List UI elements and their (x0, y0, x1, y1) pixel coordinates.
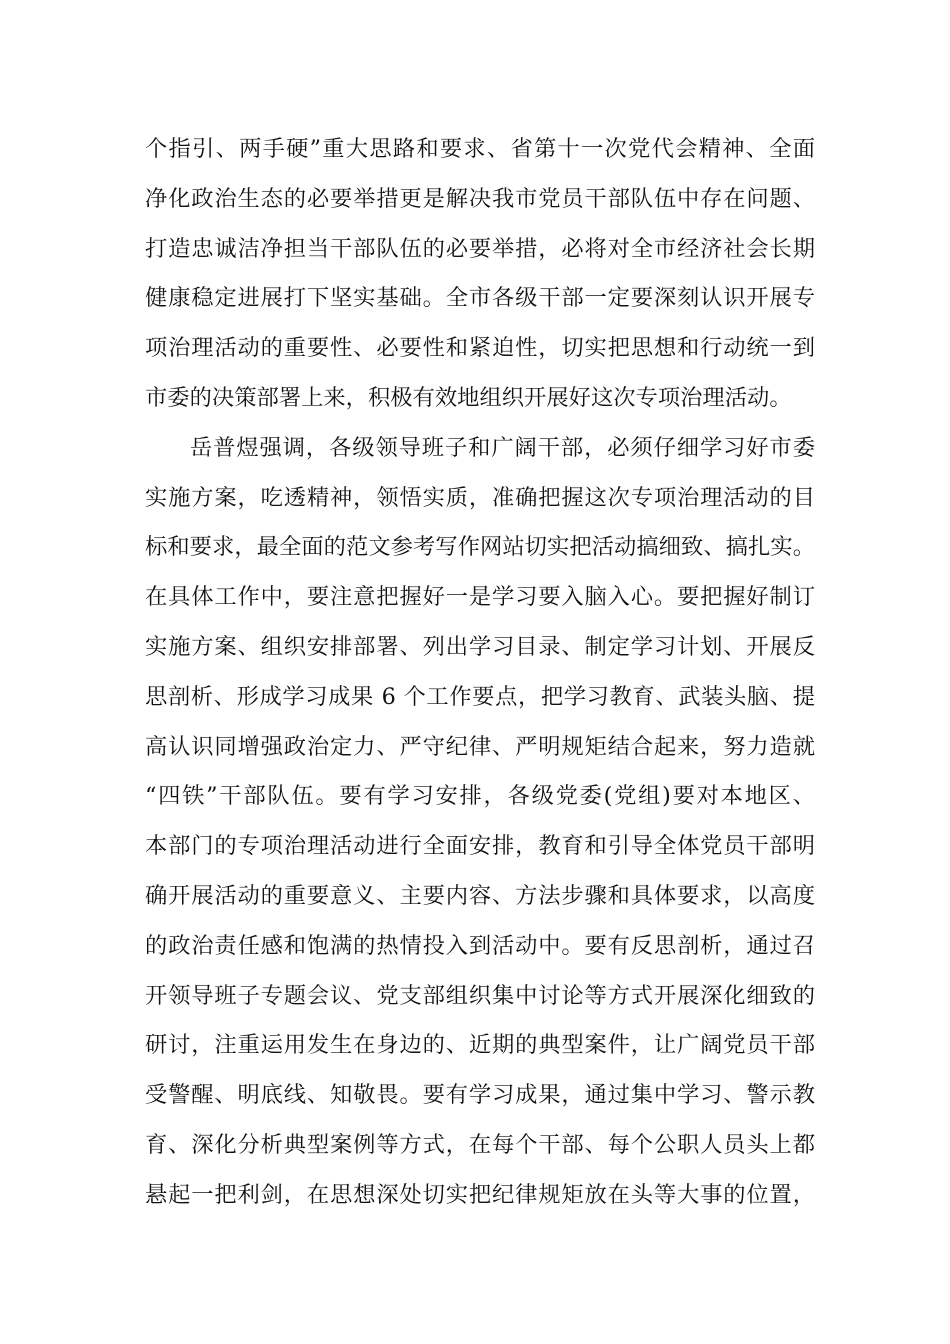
text-line: 的政治责任感和饱满的热情投入到活动中。要有反思剖析，通过召 (145, 932, 815, 959)
body-text (145, 125, 815, 1221)
text-line: 开领导班子专题会议、党支部组织集中讨论等方式开展深化细致的 (145, 982, 815, 1009)
text-line: 在具体工作中，要注意把握好一是学习要入脑入心。要把握好制订 (145, 584, 815, 611)
text-line: 打造忠诚洁净担当干部队伍的必要举措，必将对全市经济社会长期 (145, 235, 815, 262)
text-line: 受警醒、明底线、知敬畏。要有学习成果，通过集中学习、警示教 (145, 1082, 815, 1109)
text-line: 实施方案，吃透精神，领悟实质，准确把握这次专项治理活动的目 (145, 484, 815, 511)
text-line: 项治理活动的重要性、必要性和紧迫性，切实把思想和行动统一到 (145, 335, 815, 362)
text-line-paragraph-start: 岳普煜强调，各级领导班子和广阔干部，必须仔细学习好市委 (190, 434, 815, 461)
text-line: 标和要求，最全面的范文参考写作网站切实把活动搞细致、搞扎实。 (145, 534, 815, 561)
text-line: “四铁”干部队伍。要有学习安排，各级党委(党组)要对本地区、 (145, 783, 815, 810)
text-line: 思剖析、形成学习成果 6 个工作要点，把学习教育、武装头脑、提 (145, 683, 815, 710)
text-line-paragraph-end: 市委的决策部署上来，积极有效地组织开展好这次专项治理活动。 (145, 384, 792, 411)
text-line: 研讨，注重运用发生在身边的、近期的典型案件，让广阔党员干部 (145, 1032, 815, 1059)
text-line: 高认识同增强政治定力、严守纪律、严明规矩结合起来，努力造就 (145, 733, 815, 760)
text-line: 个指引、两手硬”重大思路和要求、省第十一次党代会精神、全面 (145, 136, 815, 162)
text-line: 悬起一把利剑，在思想深处切实把纪律规矩放在头等大事的位置， (145, 1181, 815, 1208)
text-line: 确开展活动的重要意义、主要内容、方法步骤和具体要求，以高度 (145, 882, 815, 909)
text-line: 实施方案、组织安排部署、列出学习目录、制定学习计划、开展反 (145, 633, 815, 660)
text-line: 健康稳定进展打下坚实基础。全市各级干部一定要深刻认识开展专 (145, 285, 815, 312)
text-line: 本部门的专项治理活动进行全面安排，教育和引导全体党员干部明 (145, 833, 815, 860)
text-line: 净化政治生态的必要举措更是解决我市党员干部队伍中存在问题、 (145, 185, 815, 212)
text-line: 育、深化分析典型案例等方式，在每个干部、每个公职人员头上都 (145, 1131, 815, 1158)
